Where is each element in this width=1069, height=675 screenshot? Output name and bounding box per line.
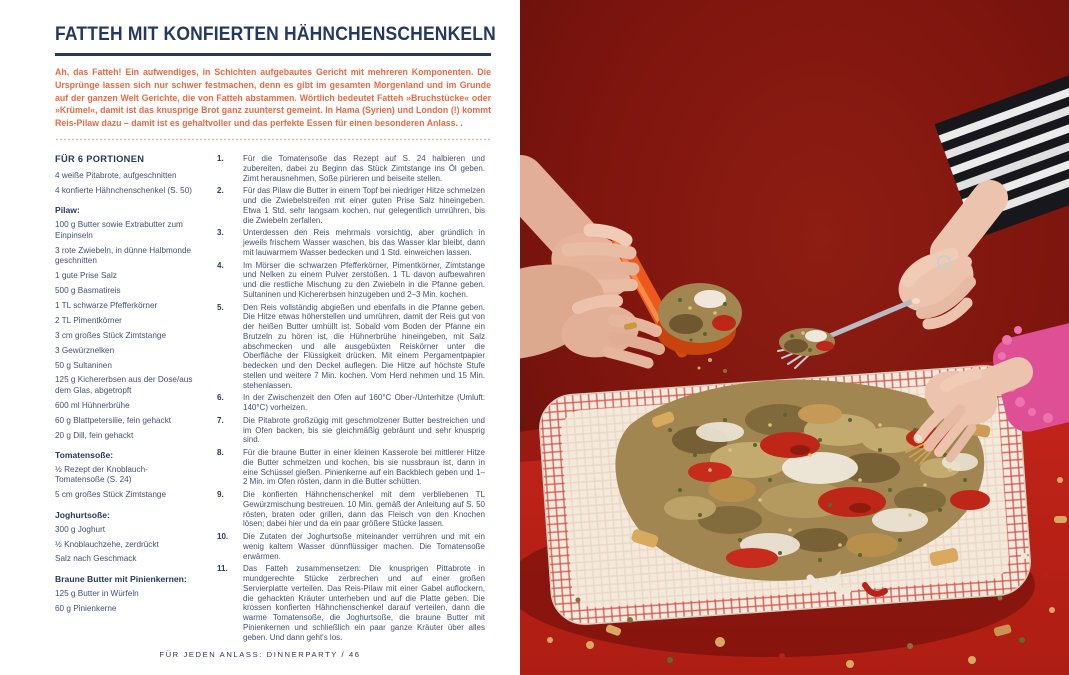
ingredient-group-heading: Tomatensoße: [55,449,114,460]
ingredient-item: 5 cm großes Stück Zimtstange [55,490,167,500]
step-text: Für die Tomatensoße das Rezept auf S. 24 halbieren und zubereiten, dabei zu Beginn das Stück Zimtstange ins Öl geben. Zimt herausnehmen, Soße pürieren und beiseite stellen. [243,154,485,183]
ingredient-item: 4 weiße Pitabrote, aufgeschnitten [55,171,177,181]
servings-heading: FÜR 6 PORTIONEN [55,154,145,165]
ingredient-item: 100 g Butter sowie Extrabutter zum Einpinseln [55,220,183,240]
ingredient-item: 4 konfierte Hähnchenschenkel (S. 50) [55,186,192,196]
food-photo [520,0,1069,675]
ingredient-group-heading: Braune Butter mit Pinienkernen: [55,573,187,584]
ingredient-item: ½ Knoblauchzehe, zerdrückt [55,539,159,549]
ingredient-item: 125 g Kichererbsen aus der Dose/aus dem Glas, abgetropft [55,375,193,395]
instruction-step [217,564,485,642]
ingredient-item: 2 TL Pimentkörner [55,315,122,325]
step-number: 7. [217,415,224,425]
page-footer: FÜR JEDEN ANLASS: DINNERPARTY / 46 [159,650,361,659]
ingredient-item: Salz nach Geschmack [55,554,137,564]
step-text: Im Mörser die schwarzen Pfefferkörner, Pimentkörner, Zimtstange und Nelken zu einem Pulver zerstoßen. 1 TL davon aufbewahren und die restliche Mischung zu den Zwiebeln in die Pfanne geben. Sultaninen und Kichererbsen hinzugeben und 2–3 Min. kochen. [243,260,485,299]
instruction-step [217,490,485,529]
step-number: 3. [217,228,224,238]
instruction-step [217,186,485,225]
step-text: Für das Pilaw die Butter in einem Topf bei niedriger Hitze schmelzen und die Zwiebelstreifen mit einer guten Prise Salz hineingeben. Etwa 1 Std. sehr langsam kochen, nur gelegentlich umrühren, bis die Zwiebeln zerfallen. [243,186,485,225]
ingredients-column [55,154,193,645]
page-title: FATTEH MIT KONFIERTEN HÄHNCHENSCHENKELN [55,24,496,45]
instructions-column [217,154,485,645]
step-text: Das Fatteh zusammensetzen: Die knusprigen Pittabrote in mundgerechte Stücke zerbrechen und auf einer großen Servierplatte verteilen. Das Reis-Pilaw mit einer Gabel auflockern, die gehackten Kräuter unterheben und auf die Platte geben. Die krossen konfierten Hähnchenschenkel darauf verteilen, dann die warme Tomatensoße, die Joghurtsoße, die braune Butter mit Pinienkernen und schließlich ein paar ganze Kräuter über alles geben. Und dann geht's los. [243,564,485,642]
ingredient-item: 60 g Blattpetersilie, fein gehackt [55,415,172,425]
step-text: In der Zwischenzeit den Ofen auf 160°C Ober-/Unterhitze (Umluft: 140°C) vorheizen. [243,393,485,413]
ingredient-item: 3 rote Zwiebeln, in dünne Halbmonde geschnitten [55,245,192,266]
recipe-page [0,0,520,675]
pink-arm-wrist [982,372,1018,386]
step-number: 11. [217,564,228,574]
step-number: 4. [217,260,224,270]
ingredient-item: 125 g Butter in Würfeln [55,588,139,598]
ingredient-item: 1 TL schwarze Pfefferkörner [55,300,158,310]
ingredient-item: 300 g Joghurt [55,524,106,534]
instruction-step [217,228,485,257]
falling-crumb [723,369,727,373]
step-number: 10. [217,532,229,542]
instruction-step [217,393,485,413]
falling-crumb [708,358,712,362]
step-number: 2. [217,186,224,196]
step-number: 6. [217,393,224,403]
step-text: Die Zutaten der Joghurtsoße miteinander verrühren und mit ein wenig kaltem Wasser dünnflüssiger machen. Die Tomatensoße erwärmen. [243,532,485,561]
ingredient-group-heading: Pilaw: [55,205,80,216]
ingredient-item: 500 g Basmatireis [55,285,121,295]
intro-paragraph: Ah, das Fatteh! Ein aufwendiges, in Schichten aufgebautes Gericht mit mehreren Komponenten. Die Ursprünge lassen sich nur schwer festmachen, denn es gibt im gesamten Morgenland und im Grunde auf der ganzen Welt Gerichte, die von Fatteh abstammen. Wörtlich bedeutet Fatteh »Bruchstücke« oder »Krümel«, damit ist das knusprige Brot ganz zuunterst gemeint. In Hama (Syrien) und London (!) kommt Reis-Pilaw dazu – damit ist es gehaltvoller und das perfekte Essen für einen besonderen Anlass. . [55,67,491,129]
step-text: Unterdessen den Reis mehrmals vorsichtig, aber gründlich in jeweils frischem Wasser waschen, bis das Wasser klar bleibt, dann mit lauwarmem Wasser bedecken und 1 Std. einweichen lassen. [243,228,485,257]
fork-bite-food [779,328,835,356]
step-number: 9. [217,490,224,500]
falling-crumb [698,367,701,370]
ingredient-item: 3 cm großes Stück Zimtstange [55,330,167,340]
instruction-step [217,154,485,183]
step-number: 8. [217,448,224,458]
dotted-divider [55,138,491,141]
food-photo-illustration [520,0,1069,675]
instruction-step [217,416,485,445]
recipe-columns [55,154,490,645]
ingredient-group-heading: Joghurtsoße: [55,509,110,520]
instruction-step [217,448,485,487]
instruction-step [217,261,485,300]
ingredient-item: 50 g Sultaninen [55,360,112,370]
step-text: Den Reis vollständig abgießen und ebenfalls in die Pfanne geben. Die Hitze etwas höherstellen und umrühren, damit der Reis gut von der heißen Butter umhüllt ist. Sobald vom Boden der Pfanne ein Brutzeln zu hören ist, die Hühnerbrühe hineingeben, mit Salz abschmecken und alle ausgebüxten Reiskörner unter die Oberfläche der Flüssigkeit drücken. Mit einem Pergamentpapier bedecken und den Deckel auflegen. Die Hitze auf höchste Stufe stellen und weitere 7 Min. kochen. Vom Herd nehmen und 15 Min. stehenlassen. [243,302,485,390]
ingredient-item: 3 Gewürznelken [55,345,115,355]
title-rule [55,53,491,56]
fingernail [912,298,920,304]
step-text: Die Pitabrote großzügig mit geschmolzener Butter bestreichen und im Ofen backen, bis sie gleichmäßig gebräunt und sehr knusprig sind. [243,415,485,445]
step-text: Für die braune Butter in einer kleinen Kasserole bei mittlerer Hitze die Butter schmelzen und kochen, bis sie nussbraun ist, dann in eine Schüssel gießen. Pinienkerne auf ein Backblech geben und 1–2 Min. im Ofen rösten, dann in die Butter schütten. [243,448,485,487]
ingredient-item: 20 g Dill, fein gehackt [55,430,134,440]
ingredient-item: 60 g Pinienkerne [55,603,117,613]
step-number: 1. [217,154,224,164]
ingredient-item: 600 ml Hühnerbrühe [55,400,130,410]
instruction-step [217,303,485,391]
step-text: Die konfierten Hähnchenschenkel mit dem verbliebenen TL Gewürzmischung bestreuen. 10 Min. gemäß der Anleitung auf S. 50 rösten, braten oder grillen, dann das Fleisch von den Knochen lösen; dabei hier und da ein paar größere Stücke lassen. [243,490,485,529]
ingredient-item: 1 gute Prise Salz [55,271,117,281]
instruction-step [217,532,485,561]
step-number: 5. [217,302,224,312]
ingredient-item: ½ Rezept der Knoblauch-Tomatensoße (S. 24) [55,464,148,485]
